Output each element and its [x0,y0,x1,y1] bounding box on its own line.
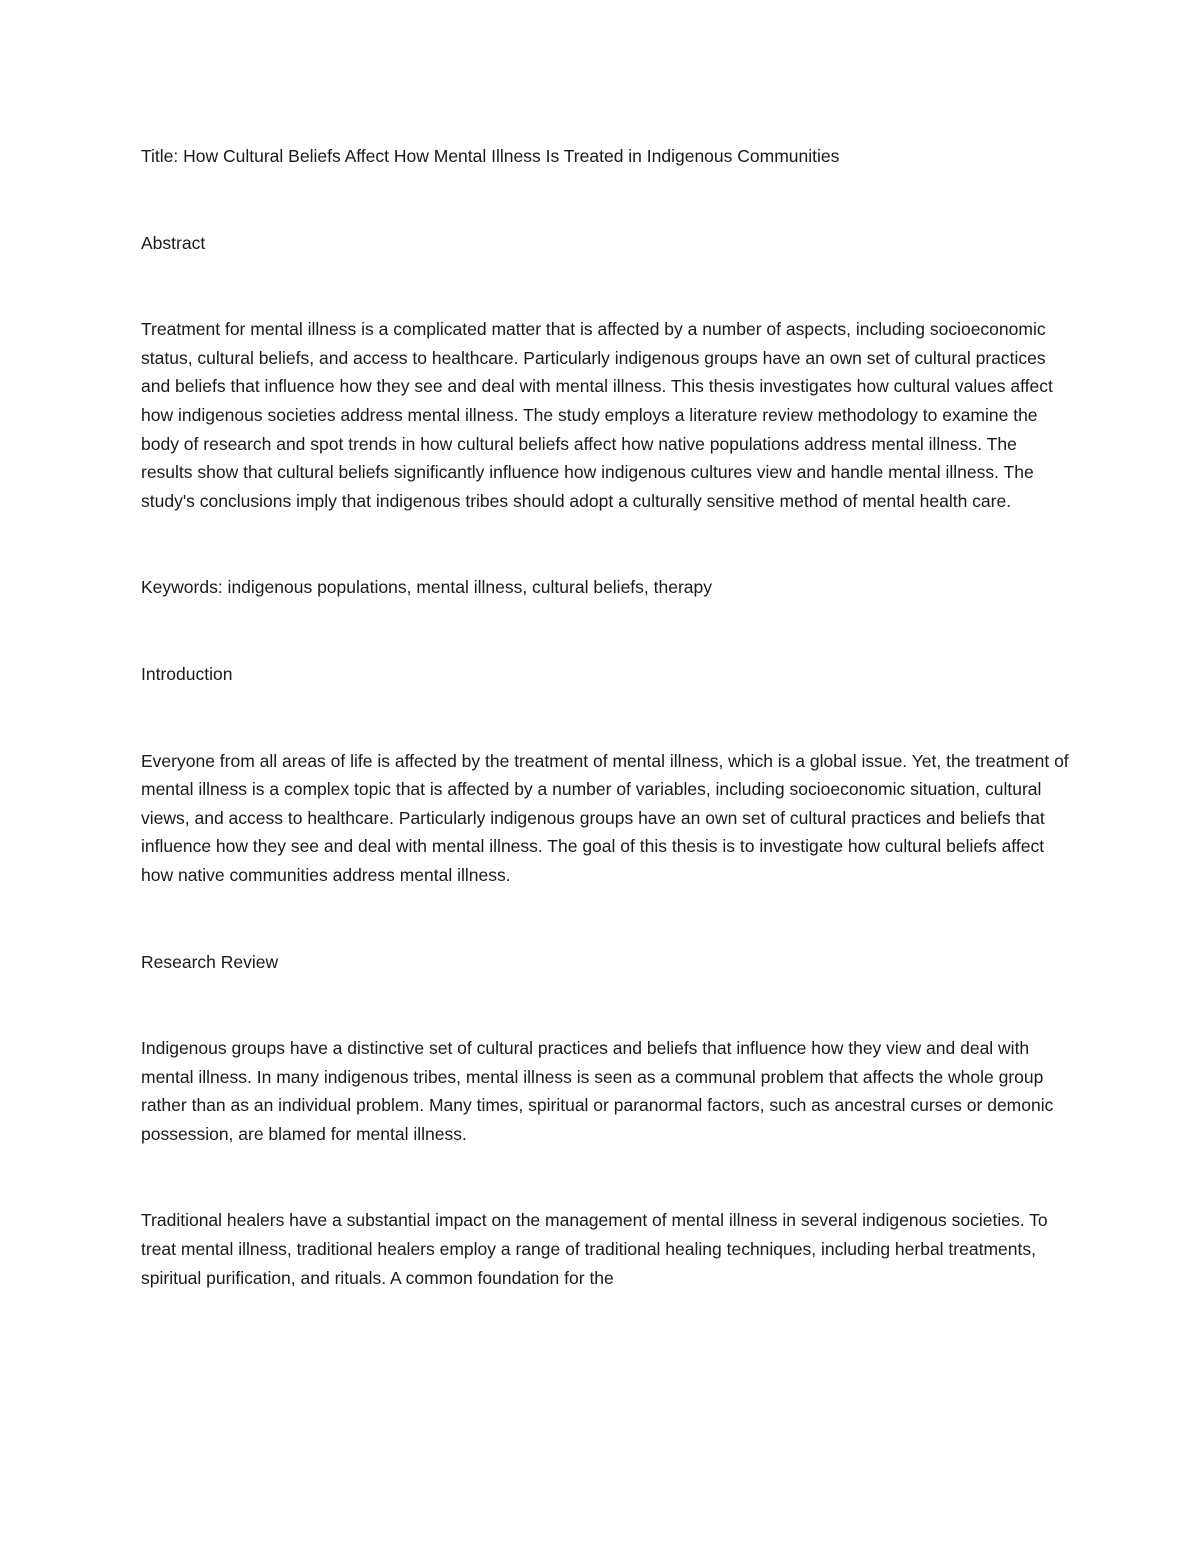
document-body [141,142,1071,1292]
abstract-heading: Abstract [141,232,206,253]
introduction-paragraph: Everyone from all areas of life is affected by the treatment of mental illness, which is a global issue. Yet, the treatment of mental illness is a complex topic that is affected by a number of variables, including socioeconomic situation, cultural views, and access to healthcare. Particularly indigenous groups have an own set of cultural practices and beliefs that influence how they see and deal with mental illness. The goal of this thesis is to investigate how cultural beliefs affect how native communities address mental illness. [141,750,1069,885]
abstract-paragraph: Treatment for mental illness is a complicated matter that is affected by a number of aspects, including socioeconomic status, cultural beliefs, and access to healthcare. Particularly indigenous groups have an own set of cultural practices and beliefs that influence how they see and deal with mental illness. This thesis investigates how cultural values affect how indigenous societies address mental illness. The study employs a literature review methodology to examine the body of research and spot trends in how cultural beliefs affect how native populations address mental illness. The results show that cultural beliefs significantly influence how indigenous cultures view and handle mental illness. The study's conclusions imply that indigenous tribes should adopt a culturally sensitive method of mental health care. [141,319,1053,511]
introduction-heading: Introduction [141,663,233,684]
document-title: Title: How Cultural Beliefs Affect How Mental Illness Is Treated in Indigenous Communities [141,146,840,166]
research-review-paragraph: Traditional healers have a substantial impact on the management of mental illness in several indigenous societies. To treat mental illness, traditional healers employ a range of traditional healing techniques, including herbal treatments, spiritual purification, and rituals. A common foundation for the [141,1210,1048,1288]
keywords-line: Keywords: indigenous populations, mental illness, cultural beliefs, therapy [141,577,713,598]
research-review-paragraph: Indigenous groups have a distinctive set of cultural practices and beliefs that influence how they view and deal with mental illness. In many indigenous tribes, mental illness is seen as a communal problem that affects the whole group rather than as an individual problem. Many times, spiritual or paranormal factors, such as ancestral curses or demonic possession, are blamed for mental illness. [141,1038,1054,1144]
research-review-heading: Research Review [141,951,279,972]
